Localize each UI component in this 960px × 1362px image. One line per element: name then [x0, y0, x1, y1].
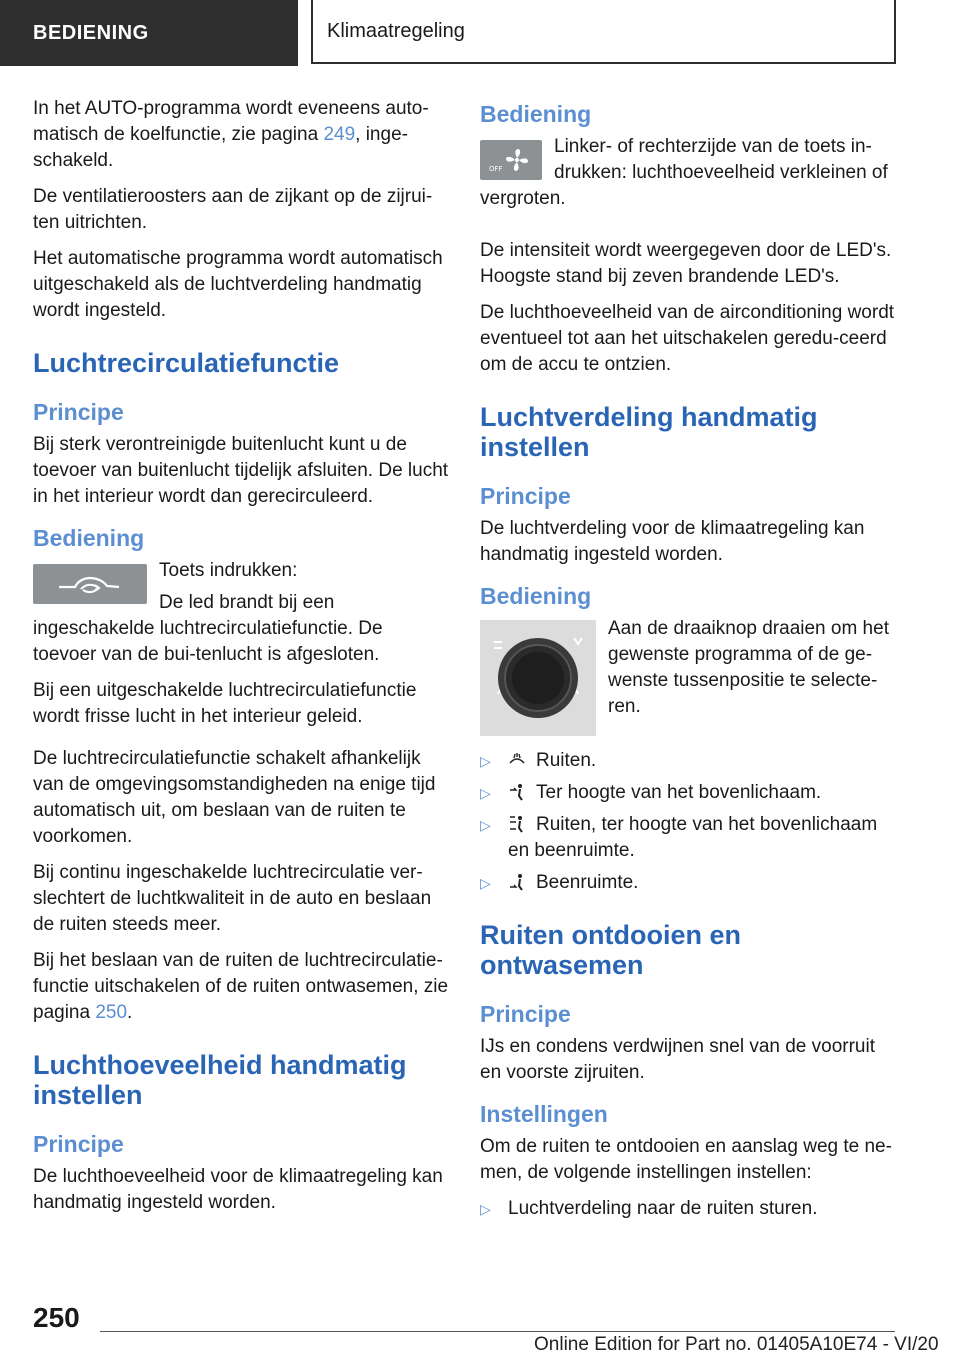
paragraph: Om de ruiten te ontdooien en aanslag weg te ne-men, de volgende instellingen instellen:	[480, 1136, 892, 1183]
air-recirculation-icon	[33, 564, 147, 604]
windshield-icon	[508, 751, 526, 769]
heading-bediening: Bediening	[480, 583, 592, 609]
heading-instellingen: Instellingen	[480, 1101, 608, 1127]
windshield-body-footwell-icon	[508, 815, 526, 833]
list-item: ▷ Ruiten.	[480, 748, 898, 774]
heading-air-distribution: Luchtverdeling handmatig instellen	[480, 402, 818, 462]
list-item: ▷ Ruiten, ter hoogte van het bovenlichaam en beenruimte.	[480, 814, 878, 861]
paragraph: De led brandt bij een ingeschakelde luchtrecirculatiefunctie. De toevoer van de bui-tenlucht is afgesloten.	[33, 592, 383, 665]
upper-body-airflow-icon	[508, 783, 526, 801]
heading-bediening: Bediening	[33, 525, 145, 551]
paragraph: Bij het beslaan van de ruiten de luchtrecirculatie-functie uitschakelen of de ruiten ontwasemen, zie pagina 250.	[33, 950, 449, 1023]
paragraph: De luchthoeveelheid voor de klimaatregeling kan handmatig ingesteld worden.	[33, 1166, 443, 1213]
heading-principe: Principe	[480, 1001, 571, 1027]
paragraph: De luchtverdeling voor de klimaatregeling kan handmatig ingesteld worden.	[480, 518, 865, 565]
right-column	[480, 96, 898, 1232]
paragraph: Toets indrukken:	[159, 560, 298, 581]
list-item: ▷ Beenruimte.	[480, 870, 898, 896]
heading-principe: Principe	[480, 483, 571, 509]
footwell-airflow-icon	[508, 873, 526, 891]
heading-defrost: Ruiten ontdooien en ontwasemen	[480, 920, 741, 980]
paragraph: In het AUTO-programma wordt eveneens auto-matisch de koelfunctie, zie pagina 249, inge-schakeld.	[33, 98, 429, 171]
section-title: BEDIENING	[0, 0, 298, 66]
paragraph: Bij een uitgeschakelde luchtrecirculatiefunctie wordt frisse lucht in het interieur geleid.	[33, 680, 417, 727]
page-number: 250	[33, 1302, 80, 1333]
heading-air-volume: Luchthoeveelheid handmatig instellen	[33, 1050, 407, 1110]
paragraph: Linker- of rechterzijde van de toets in-drukken: luchthoeveelheid verkleinen of vergroten.	[480, 136, 888, 209]
heading-recirculation: Luchtrecirculatiefunctie	[33, 348, 340, 378]
paragraph: De intensiteit wordt weergegeven door de LED's. Hoogste stand bij zeven brandende LED's.	[480, 240, 892, 287]
paragraph: De luchthoeveelheid van de airconditioning wordt eventueel tot aan het uitschakelen geredu-ceerd om de accu te ontzien.	[480, 302, 895, 375]
bullet-marker: ▷	[480, 817, 491, 833]
air-distribution-list	[480, 748, 898, 896]
paragraph: De ventilatieroosters aan de zijkant op de zijrui-ten uitrichten.	[33, 186, 433, 233]
svg-text:OFF: OFF	[489, 165, 503, 173]
paragraph: Bij sterk verontreinigde buitenlucht kunt u de toevoer van buitenlucht tijdelijk afsluiten. De lucht in het interieur wordt dan gerecirculeerd.	[33, 434, 449, 507]
chapter-title: Klimaatregeling	[311, 0, 896, 64]
settings-list	[480, 1196, 898, 1222]
air-distribution-knob-icon	[480, 620, 596, 736]
heading-principe: Principe	[33, 1131, 124, 1157]
page-link-249[interactable]: 249	[323, 124, 356, 145]
paragraph: Bij continu ingeschakelde luchtrecirculatie ver-slechtert de luchtkwaliteit in de auto en beslaan de ruiten steeds meer.	[33, 862, 432, 935]
fan-off-icon	[480, 140, 542, 180]
list-item: ▷ Luchtverdeling naar de ruiten sturen.	[480, 1196, 898, 1222]
paragraph: Aan de draaiknop draaien om het gewenste programma of de ge-wenste tussenpositie te selecte-ren.	[608, 618, 889, 717]
bullet-marker: ▷	[480, 785, 491, 801]
paragraph: IJs en condens verdwijnen snel van de voorruit en voorste zijruiten.	[480, 1036, 876, 1083]
recirc-operation	[33, 558, 449, 678]
distribution-operation	[480, 616, 898, 740]
page-link-250[interactable]: 250	[95, 1002, 128, 1023]
edition-info: Online Edition for Part no. 01405A10E74 - VI/20	[534, 1334, 939, 1355]
heading-principe: Principe	[33, 399, 124, 425]
paragraph: De luchtrecirculatiefunctie schakelt afhankelijk van de omgevingsomstandigheden na enige tijd automatisch uit, om beslaan van de ruiten te voorkomen.	[33, 748, 436, 847]
left-column	[33, 96, 449, 1226]
list-item: ▷ Ter hoogte van het bovenlichaam.	[480, 780, 898, 806]
heading-bediening: Bediening	[480, 101, 592, 127]
bullet-marker: ▷	[480, 753, 491, 769]
bullet-marker: ▷	[480, 875, 491, 891]
fan-operation	[480, 134, 898, 222]
footer-divider	[100, 1331, 895, 1332]
bullet-marker: ▷	[480, 1201, 491, 1217]
page-header	[0, 0, 960, 66]
paragraph: Het automatische programma wordt automatisch uitgeschakeld als de luchtverdeling handmatig wordt ingesteld.	[33, 248, 443, 321]
